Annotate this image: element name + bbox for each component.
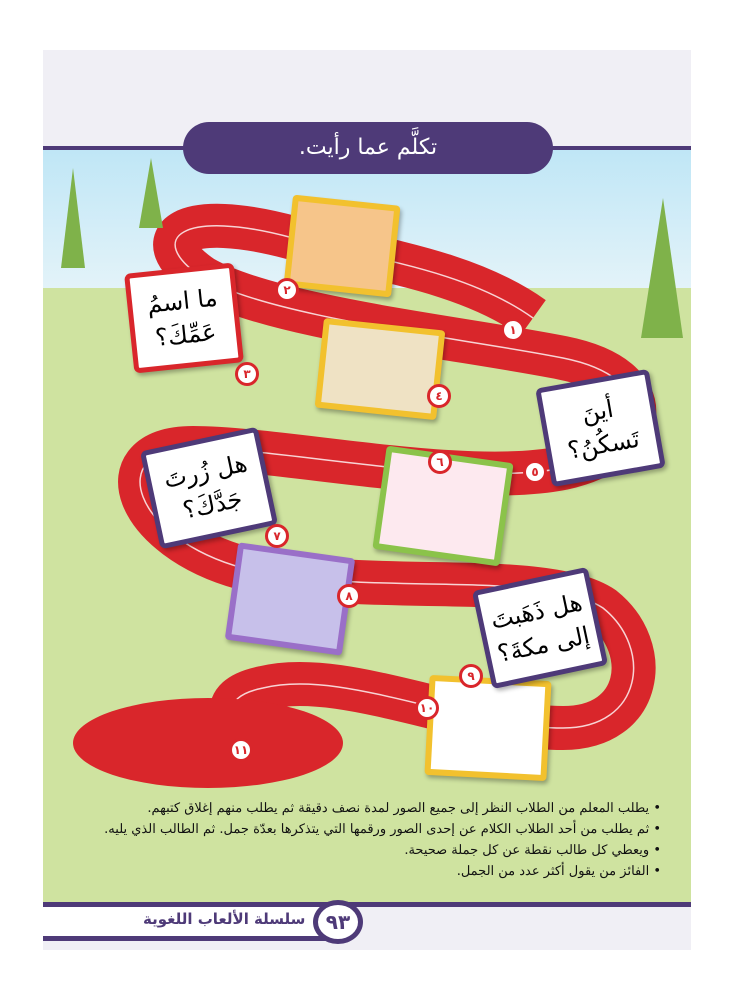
page-title: تكلَّم عما رأيت. [183, 122, 553, 174]
step-number-4: ٤ [427, 384, 451, 408]
step-number-7: ٧ [265, 524, 289, 548]
picture-card-10 [424, 675, 551, 781]
instruction-item: • يطلب المعلم من الطلاب النظر إلى جميع الصور لمدة نصف دقيقة ثم يطلب منهم إغلاق كتبهم. [61, 798, 661, 819]
instructions-list [61, 798, 661, 882]
question-card-5: أينَ تَسكُنُ؟ [535, 369, 666, 487]
step-number-10: ١٠ [415, 696, 439, 720]
instruction-item: • الفائز من يقول أكثر عدد من الجمل. [61, 861, 661, 882]
step-number-11: ١١ [229, 738, 253, 762]
step-number-1: ١ [501, 318, 525, 342]
picture-card-8 [225, 542, 355, 655]
instruction-item: • ثم يطلب من أحد الطلاب الكلام عن إحدى الصور ورقمها التي يتذكرها بعدّة جمل. ثم الطالب الذي يليه. [61, 819, 661, 840]
step-number-5: ٥ [523, 460, 547, 484]
step-number-3: ٣ [235, 362, 259, 386]
step-number-2: ٢ [275, 278, 299, 302]
question-card-3: ما اسمُ عَمِّكَ؟ [124, 263, 244, 374]
question-card-9: هل ذَهَبتَ إلى مكةَ؟ [472, 567, 608, 689]
step-number-9: ٩ [459, 664, 483, 688]
step-number-8: ٨ [337, 584, 361, 608]
footer-rule [43, 936, 343, 941]
question-card-7: هل زُرتَ جَدَّكَ؟ [140, 427, 278, 550]
instruction-item: • ويعطي كل طالب نقطة عن كل جملة صحيحة. [61, 840, 661, 861]
page [43, 50, 691, 950]
page-number: ٩٣ [313, 900, 363, 944]
game-board [43, 148, 691, 902]
series-title: سلسلة الألعاب اللغوية [143, 910, 306, 928]
picture-card-4 [315, 318, 446, 420]
picture-card-2 [283, 195, 400, 298]
step-number-6: ٦ [428, 450, 452, 474]
footer [43, 902, 691, 942]
